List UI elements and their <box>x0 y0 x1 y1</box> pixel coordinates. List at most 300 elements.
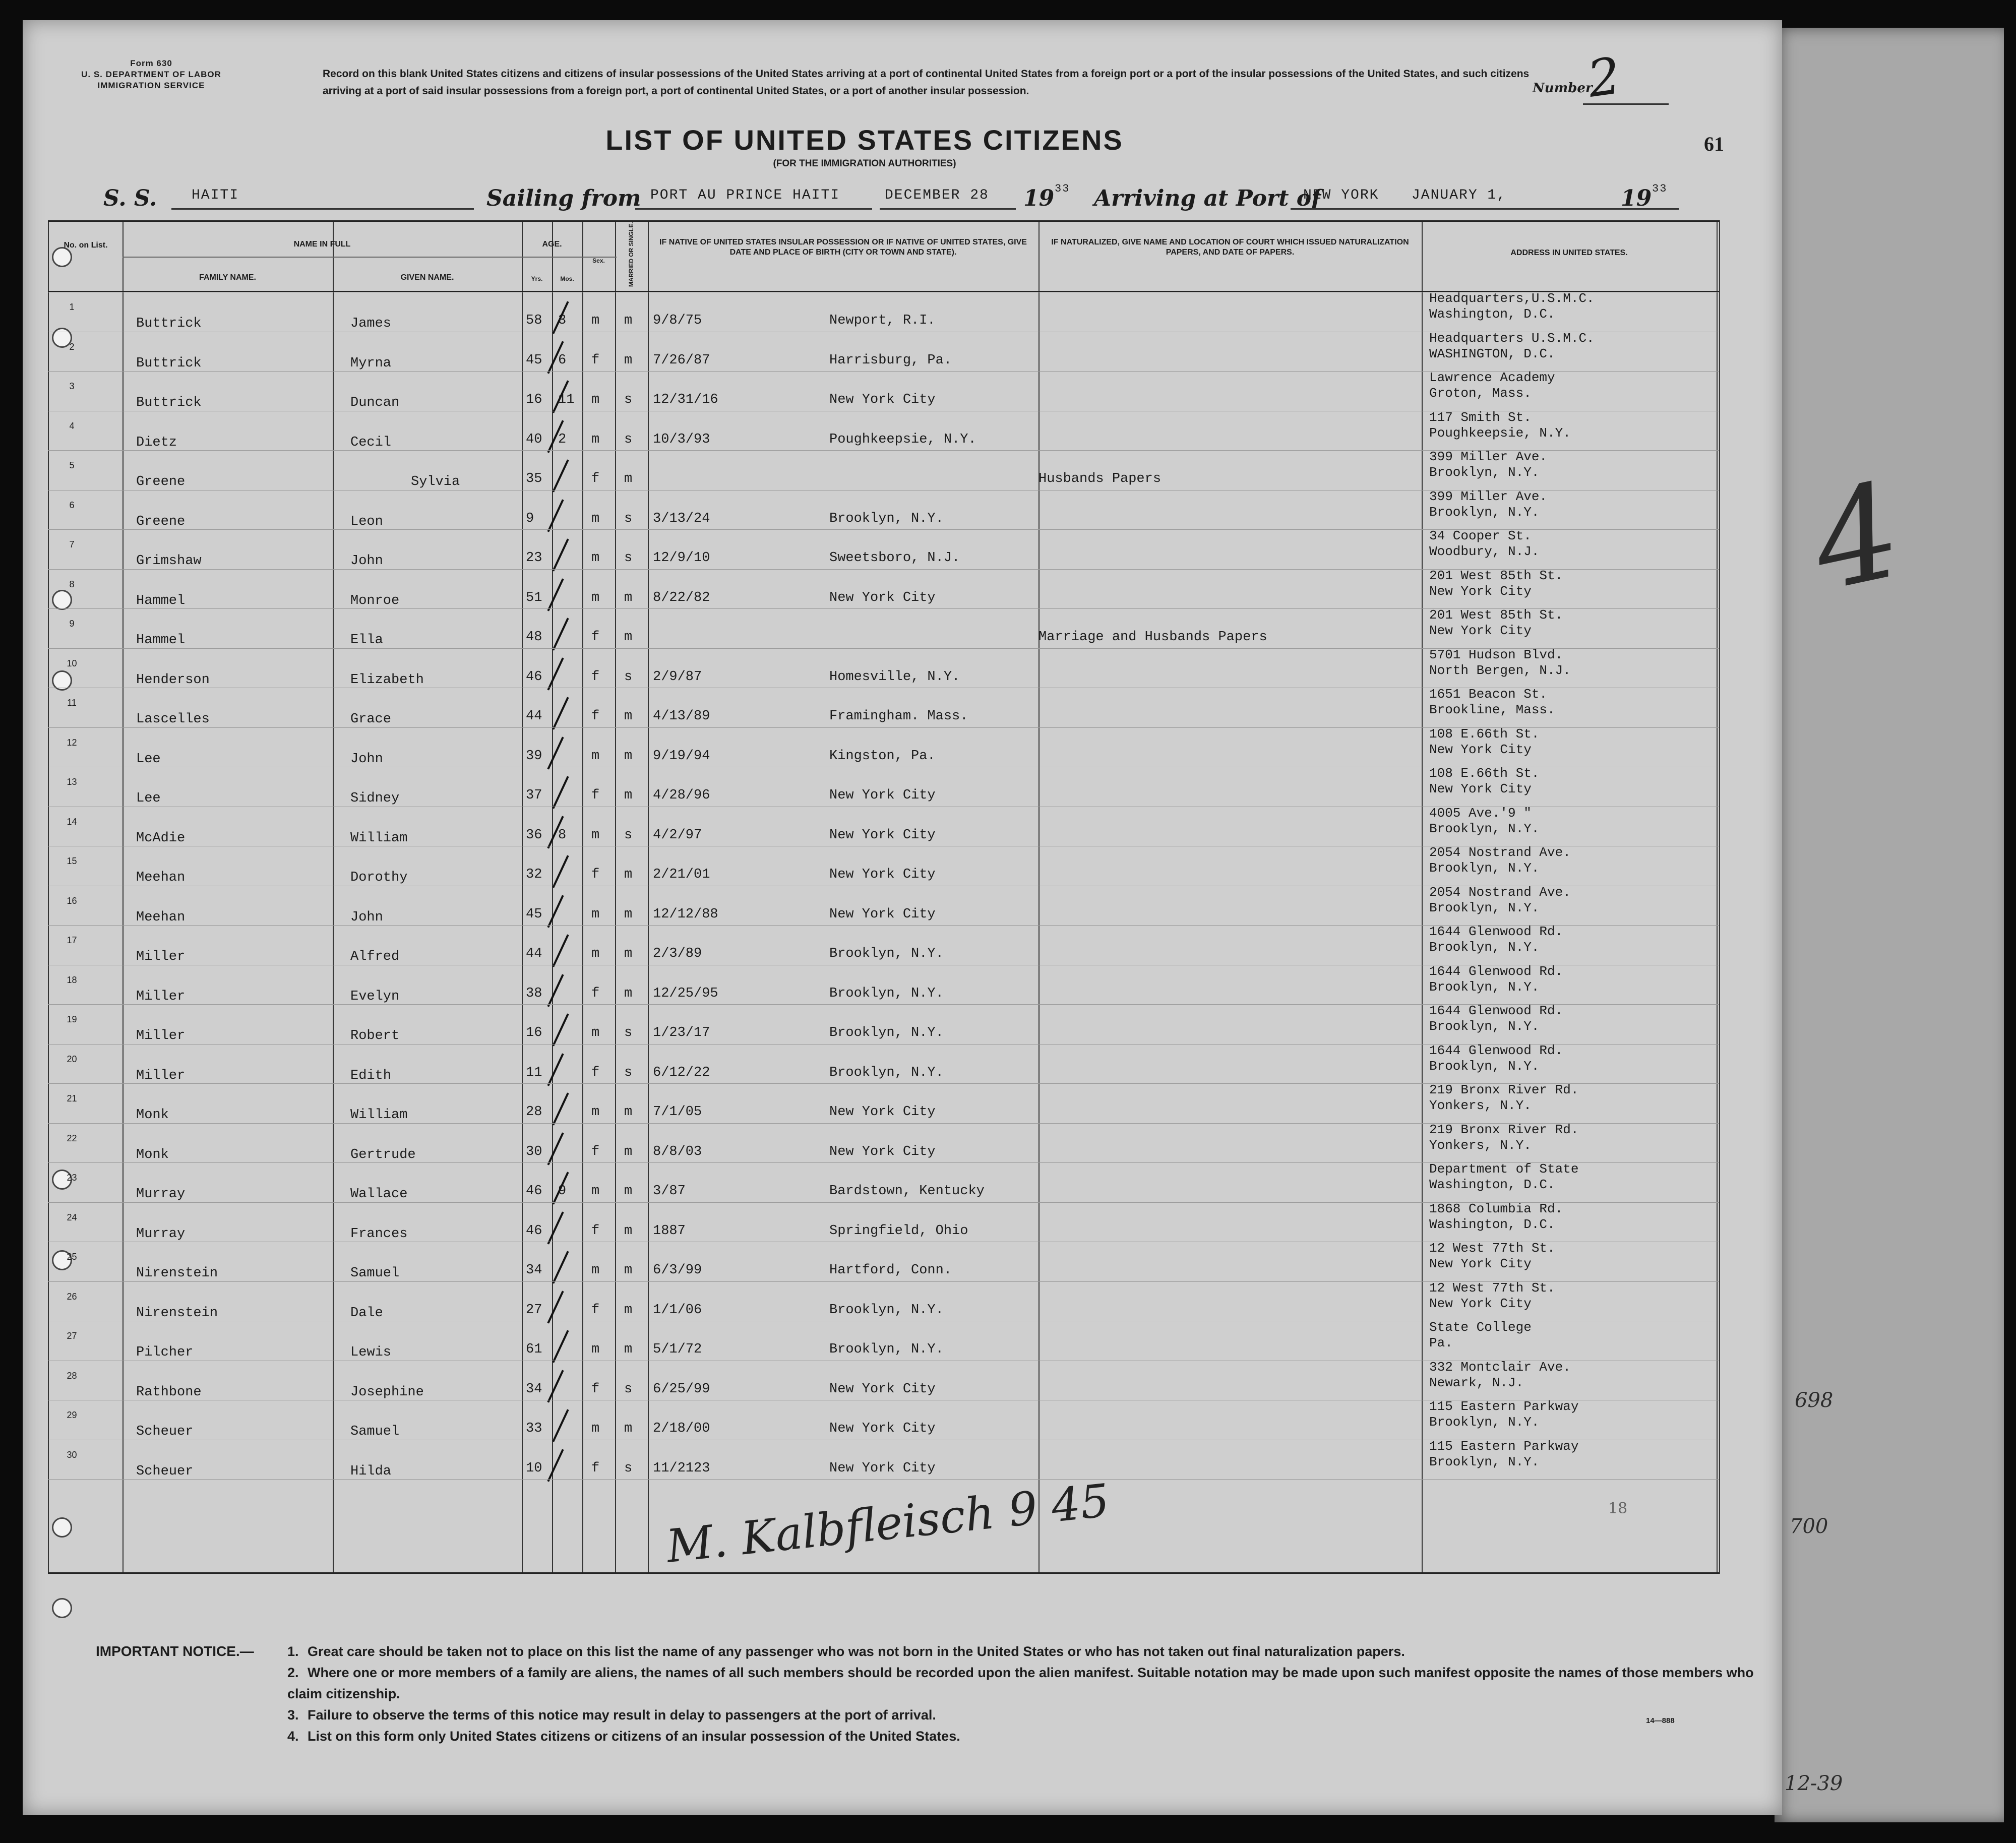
col-rule <box>582 220 583 1574</box>
col-rule <box>552 220 553 1574</box>
birth-place: New York City <box>829 1421 936 1436</box>
age-years: 27 <box>526 1302 542 1318</box>
marital-status: s <box>624 1381 633 1397</box>
birth-date: 1/23/17 <box>653 1025 710 1040</box>
arrival-date: JANUARY 1, <box>1412 188 1507 203</box>
birth-date: 5/1/72 <box>653 1342 702 1357</box>
address-line-2: New York City <box>1429 623 1532 638</box>
col-rule <box>1038 220 1040 1574</box>
given-name: John <box>350 909 383 925</box>
age-months: 8 <box>558 827 567 843</box>
arrival-year-underline <box>1608 208 1679 210</box>
table-bottom-rule <box>48 1572 1719 1574</box>
signature-time: 9 45 <box>1006 1474 1112 1538</box>
page-subtitle: (FOR THE IMMIGRATION AUTHORITIES) <box>773 158 956 169</box>
row-rule <box>48 648 1719 649</box>
sex: f <box>591 986 600 1001</box>
address-line-2: Yonkers, N.Y. <box>1429 1137 1532 1153</box>
birth-place: New York City <box>829 1144 936 1159</box>
birth-date: 12/25/95 <box>653 986 718 1001</box>
ship-underline <box>171 208 474 210</box>
family-name: Meehan <box>136 870 186 885</box>
notice-item-number: 3. <box>287 1707 299 1723</box>
sex: f <box>591 1223 600 1239</box>
family-name: Lascelles <box>136 712 210 727</box>
check-mark <box>547 1370 564 1402</box>
birth-date: 2/3/89 <box>653 946 702 961</box>
row-number: 27 <box>67 1331 77 1341</box>
given-name: Duncan <box>350 395 400 410</box>
marital-status: m <box>624 352 633 368</box>
check-mark <box>552 1013 569 1046</box>
sex: m <box>591 827 600 843</box>
birth-place: Brooklyn, N.Y. <box>829 946 944 961</box>
marital-status: m <box>624 1421 633 1436</box>
family-name: Lee <box>136 791 161 806</box>
birth-date: 12/12/88 <box>653 906 718 922</box>
underlying-page <box>1775 28 2004 1822</box>
sex: m <box>591 1104 600 1120</box>
age-years: 32 <box>526 867 542 882</box>
arrival-year-prefix: 19 <box>1621 186 1652 211</box>
address-line-2: Washington, D.C. <box>1429 1216 1555 1232</box>
marital-status: s <box>624 432 633 447</box>
sex: f <box>591 630 600 645</box>
age-years: 44 <box>526 709 542 724</box>
notice-item-text: Failure to observe the terms of this notice may result in delay to passengers at the port of arrival. <box>308 1707 936 1723</box>
birth-date: 7/1/05 <box>653 1104 702 1120</box>
sex: m <box>591 392 600 407</box>
row-number: 9 <box>69 619 75 629</box>
birth-date: 12/9/10 <box>653 550 710 566</box>
given-name: Elizabeth <box>350 672 424 688</box>
given-name: Dorothy <box>350 870 408 885</box>
notice-item <box>287 1641 1785 1662</box>
sex: m <box>591 1421 600 1436</box>
marital-status: s <box>624 550 633 566</box>
header-married-single: MARRIED OR SINGLE. <box>628 222 635 287</box>
family-name: Scheuer <box>136 1424 194 1439</box>
age-years: 40 <box>526 432 542 447</box>
address-line-2: Brooklyn, N.Y. <box>1429 821 1540 836</box>
given-name: Gertrude <box>350 1147 416 1162</box>
birth-date: 2/21/01 <box>653 867 710 882</box>
birth-place: Hartford, Conn. <box>829 1263 952 1278</box>
check-mark <box>552 618 569 650</box>
birth-place: Brooklyn, N.Y. <box>829 986 944 1001</box>
row-number: 7 <box>69 539 75 549</box>
address-line-1: 399 Miller Ave. <box>1429 488 1548 504</box>
header-months: Mos. <box>560 275 574 282</box>
age-years: 34 <box>526 1381 542 1397</box>
address-line-1: 219 Bronx River Rd. <box>1429 1122 1579 1137</box>
marital-status: m <box>624 906 633 922</box>
check-mark <box>552 855 569 888</box>
address-line-2: New York City <box>1429 781 1532 796</box>
notice-item-number: 1. <box>287 1644 299 1659</box>
birth-place: Brooklyn, N.Y. <box>829 1342 944 1357</box>
inspector-signature: M. Kalbfleisch 9 45 <box>663 1474 1112 1573</box>
row-rule <box>48 925 1719 926</box>
row-number: 16 <box>67 895 77 906</box>
address-line-1: 5701 Hudson Blvd. <box>1429 647 1563 662</box>
family-name: Buttrick <box>136 395 202 410</box>
check-mark <box>552 776 569 809</box>
header-divider <box>123 257 617 258</box>
sailing-label: Sailing from <box>486 186 641 211</box>
marital-status: m <box>624 1184 633 1199</box>
row-rule <box>48 1479 1719 1480</box>
age-years: 11 <box>526 1065 542 1080</box>
ss-label: S. S. <box>103 186 157 211</box>
sex: f <box>591 1144 600 1159</box>
row-number: 4 <box>69 420 75 431</box>
page-title: LIST OF UNITED STATES CITIZENS <box>605 124 1124 156</box>
given-name: Lewis <box>350 1345 392 1360</box>
check-mark <box>552 301 569 334</box>
marital-status: s <box>624 1460 633 1476</box>
row-number: 11 <box>67 698 77 708</box>
margin-note-700: 700 <box>1790 1515 1828 1538</box>
sex: f <box>591 867 600 882</box>
birth-date: 9/8/75 <box>653 313 702 328</box>
col-rule <box>1719 220 1720 1574</box>
birth-date: 4/2/97 <box>653 827 702 843</box>
family-name: Monk <box>136 1147 169 1162</box>
sex: m <box>591 946 600 961</box>
address-line-1: 12 West 77th St. <box>1429 1241 1555 1256</box>
sex: m <box>591 313 600 328</box>
address-line-2: Brooklyn, N.Y. <box>1429 900 1540 915</box>
birth-date: 6/12/22 <box>653 1065 710 1080</box>
age-years: 35 <box>526 471 542 486</box>
address-line-1: 115 Eastern Parkway <box>1429 1399 1579 1414</box>
address-line-1: 12 West 77th St. <box>1429 1280 1555 1296</box>
family-name: Henderson <box>136 672 210 688</box>
given-name: Dale <box>350 1305 383 1321</box>
birth-place: Sweetsboro, N.J. <box>829 550 960 566</box>
row-rule <box>48 1123 1719 1124</box>
marital-status: m <box>624 1263 633 1278</box>
row-number: 24 <box>67 1212 77 1222</box>
marital-status: s <box>624 669 633 685</box>
age-years: 16 <box>526 1025 542 1040</box>
col-rule <box>123 220 124 1574</box>
stamp-number: 18 <box>1608 1500 1628 1517</box>
birth-date: 2/18/00 <box>653 1421 710 1436</box>
address-line-2: Brooklyn, N.Y. <box>1429 1415 1540 1430</box>
row-rule <box>48 1162 1719 1163</box>
age-years: 51 <box>526 590 542 605</box>
col-rule <box>648 220 649 1574</box>
header-given-name: GIVEN NAME. <box>400 273 454 282</box>
row-number: 29 <box>67 1410 77 1420</box>
family-name: Buttrick <box>136 316 202 331</box>
check-mark <box>547 578 564 611</box>
row-number: 10 <box>67 658 77 668</box>
row-number: 12 <box>67 737 77 748</box>
marital-status: m <box>624 1144 633 1159</box>
row-number: 6 <box>69 500 75 510</box>
form-code: 14—888 <box>1646 1716 1675 1725</box>
row-number: 26 <box>67 1291 77 1302</box>
departure-year-prefix: 19 <box>1023 186 1055 211</box>
check-mark <box>547 499 564 532</box>
age-years: 16 <box>526 392 542 407</box>
given-name: William <box>350 1108 408 1123</box>
birth-date: 7/26/87 <box>653 352 710 368</box>
header-naturalized: IF NATURALIZED, GIVE NAME AND LOCATION OF COURT WHICH ISSUED NATURALIZATION PAPERS, AND DATE OF PAPERS. <box>1051 238 1409 257</box>
departure-date: DECEMBER 28 <box>885 188 989 203</box>
row-number: 5 <box>69 460 75 470</box>
given-name: Cecil <box>350 435 392 450</box>
address-line-2: Brookline, Mass. <box>1429 702 1555 717</box>
row-number: 17 <box>67 935 77 945</box>
address-line-1: Headquarters U.S.M.C. <box>1429 330 1595 346</box>
check-mark <box>547 1132 564 1165</box>
row-rule <box>48 1083 1719 1084</box>
given-name: William <box>350 830 408 846</box>
header-family-name: FAMILY NAME. <box>199 273 256 282</box>
address-line-1: 4005 Ave.'9 " <box>1429 805 1532 821</box>
age-years: 36 <box>526 827 542 843</box>
birth-date: 3/87 <box>653 1184 686 1199</box>
check-mark <box>552 1092 569 1125</box>
address-line-2: Brooklyn, N.Y. <box>1429 861 1540 876</box>
given-name: Samuel <box>350 1266 400 1281</box>
sex: m <box>591 432 600 447</box>
check-mark <box>547 657 564 690</box>
address-line-2: North Bergen, N.J. <box>1429 662 1571 678</box>
row-number: 19 <box>67 1014 77 1024</box>
family-name: Miller <box>136 1028 186 1043</box>
address-line-1: 399 Miller Ave. <box>1429 449 1548 464</box>
age-years: 10 <box>526 1460 542 1476</box>
age-years: 44 <box>526 946 542 961</box>
sex: m <box>591 590 600 605</box>
age-years: 46 <box>526 1223 542 1239</box>
sex: f <box>591 352 600 368</box>
address-line-1: 34 Cooper St. <box>1429 528 1532 543</box>
notice-item <box>287 1704 1785 1726</box>
check-mark <box>547 736 564 769</box>
birth-date: 8/8/03 <box>653 1144 702 1159</box>
marital-status: m <box>624 1223 633 1239</box>
header-address: ADDRESS IN UNITED STATES. <box>1510 249 1628 257</box>
sex: f <box>591 1381 600 1397</box>
address-line-1: 108 E.66th St. <box>1429 726 1540 742</box>
marital-status: s <box>624 1065 633 1080</box>
age-months: 9 <box>558 1184 567 1199</box>
birth-place: Poughkeepsie, N.Y. <box>829 432 976 447</box>
marital-status: s <box>624 511 633 526</box>
marital-status: m <box>624 313 633 328</box>
address-line-1: 201 West 85th St. <box>1429 568 1563 583</box>
address-line-1: 1868 Columbia Rd. <box>1429 1201 1563 1216</box>
table-top-rule <box>48 220 1719 222</box>
row-number: 22 <box>67 1133 77 1143</box>
address-line-2: WASHINGTON, D.C. <box>1429 346 1555 361</box>
marital-status: m <box>624 1302 633 1318</box>
address-line-2: Brooklyn, N.Y. <box>1429 504 1540 520</box>
punch-hole <box>52 1598 72 1618</box>
check-mark <box>547 974 564 1007</box>
birth-place: Brooklyn, N.Y. <box>829 511 944 526</box>
notice-item-text: Great care should be taken not to place on this list the name of any passenger who was not born in the United States or who has not taken out final naturalization papers. <box>308 1644 1405 1659</box>
birth-date: 11/2123 <box>653 1460 710 1476</box>
marital-status: m <box>624 590 633 605</box>
check-mark <box>552 1330 569 1363</box>
arrival-underline <box>1291 208 1608 210</box>
given-name: Alfred <box>350 949 400 964</box>
address-line-2: Woodbury, N.J. <box>1429 544 1540 559</box>
age-years: 61 <box>526 1342 542 1357</box>
age-years: 28 <box>526 1104 542 1120</box>
family-name: Greene <box>136 514 186 529</box>
row-number: 13 <box>67 777 77 787</box>
birth-date: 4/13/89 <box>653 709 710 724</box>
row-number: 28 <box>67 1370 77 1381</box>
row-rule <box>48 1044 1719 1045</box>
row-number: 2 <box>69 341 75 352</box>
given-name: Josephine <box>350 1384 424 1400</box>
age-years: 34 <box>526 1263 542 1278</box>
age-years: 58 <box>526 313 542 328</box>
sex: m <box>591 1342 600 1357</box>
sex: f <box>591 1460 600 1476</box>
notice-item <box>287 1726 1785 1747</box>
birth-date: 6/25/99 <box>653 1381 710 1397</box>
age-months: 6 <box>558 352 567 368</box>
marital-status: m <box>624 986 633 1001</box>
row-rule <box>48 450 1719 451</box>
row-number: 21 <box>67 1093 77 1103</box>
row-number: 30 <box>67 1449 77 1460</box>
sex: f <box>591 1302 600 1318</box>
departure-year-suffix: 33 <box>1055 182 1070 195</box>
col-rule <box>1422 220 1423 1574</box>
address-line-1: 1644 Glenwood Rd. <box>1429 1042 1563 1058</box>
notice-item-number: 2. <box>287 1665 299 1680</box>
check-mark <box>552 1251 569 1283</box>
address-line-1: 115 Eastern Parkway <box>1429 1438 1579 1454</box>
sex: m <box>591 550 600 566</box>
sex: f <box>591 1065 600 1080</box>
address-line-2: Washington, D.C. <box>1429 306 1555 322</box>
sex: m <box>591 1025 600 1040</box>
given-name: Sylvia <box>411 474 460 489</box>
address-line-1: State College <box>1429 1320 1532 1335</box>
service-name: IMMIGRATION SERVICE <box>97 81 205 90</box>
marital-status: m <box>624 630 633 645</box>
address-line-2: Brooklyn, N.Y. <box>1429 979 1540 995</box>
age-years: 39 <box>526 748 542 764</box>
family-name: Greene <box>136 474 186 489</box>
age-months: 11 <box>558 392 575 407</box>
birth-place: New York City <box>829 867 936 882</box>
department-name: U. S. DEPARTMENT OF LABOR <box>81 70 221 79</box>
list-number-label: Number <box>1533 81 1593 96</box>
birth-place: Harrisburg, Pa. <box>829 352 952 368</box>
family-name: Nirenstein <box>136 1266 218 1281</box>
family-name: Nirenstein <box>136 1305 218 1321</box>
check-mark <box>547 1291 564 1323</box>
col-rule <box>522 220 523 1574</box>
check-mark <box>547 1053 564 1086</box>
birth-place: Homesville, N.Y. <box>829 669 960 685</box>
birth-date: 9/19/94 <box>653 748 710 764</box>
address-line-2: New York City <box>1429 1296 1532 1311</box>
row-rule <box>48 569 1719 570</box>
age-months: 3 <box>558 313 567 328</box>
arrival-year-suffix: 33 <box>1652 182 1668 195</box>
family-name: Miller <box>136 1068 186 1083</box>
check-mark <box>552 697 569 729</box>
family-name: Meehan <box>136 909 186 925</box>
marital-status: m <box>624 471 633 486</box>
margin-note-698: 698 <box>1795 1389 1834 1412</box>
header-sex: Sex. <box>592 257 605 264</box>
marital-status: m <box>624 709 633 724</box>
address-line-1: 1644 Glenwood Rd. <box>1429 924 1563 939</box>
sex: m <box>591 1263 600 1278</box>
marital-status: m <box>624 867 633 882</box>
marital-status: s <box>624 392 633 407</box>
passenger-table <box>48 220 1722 1574</box>
family-name: Murray <box>136 1187 186 1202</box>
departure-date-underline <box>880 208 1016 210</box>
family-name: Miller <box>136 949 186 964</box>
check-mark <box>547 1449 564 1482</box>
notice-lead: IMPORTANT NOTICE.— <box>96 1643 254 1659</box>
address-line-2: Brooklyn, N.Y. <box>1429 1058 1540 1074</box>
address-line-2: Washington, D.C. <box>1429 1177 1555 1192</box>
check-mark <box>552 1409 569 1442</box>
marital-status: m <box>624 1342 633 1357</box>
row-rule <box>48 1004 1719 1005</box>
family-name: Lee <box>136 751 161 767</box>
birth-place: Newport, R.I. <box>829 313 936 328</box>
address-line-2: Brooklyn, N.Y. <box>1429 465 1540 480</box>
family-name: Hammel <box>136 593 186 608</box>
ship-name: HAITI <box>192 188 239 203</box>
given-name: John <box>350 554 383 569</box>
row-rule <box>48 727 1719 728</box>
check-mark <box>552 459 569 492</box>
address-line-1: 117 Smith St. <box>1429 409 1532 425</box>
address-line-2: Poughkeepsie, N.Y. <box>1429 425 1571 441</box>
birth-date: 1/1/06 <box>653 1302 702 1318</box>
address-line-2: Groton, Mass. <box>1429 386 1532 401</box>
address-line-2: Brooklyn, N.Y. <box>1429 1454 1540 1469</box>
birth-place: New York City <box>829 590 936 605</box>
age-years: 33 <box>526 1421 542 1436</box>
naturalization-papers: Husbands Papers <box>1038 471 1162 486</box>
address-line-1: 1651 Beacon St. <box>1429 687 1548 702</box>
marital-status: s <box>624 1025 633 1040</box>
address-line-1: 332 Montclair Ave. <box>1429 1359 1571 1375</box>
address-line-1: 201 West 85th St. <box>1429 607 1563 623</box>
row-number: 15 <box>67 856 77 866</box>
family-name: Grimshaw <box>136 554 202 569</box>
age-years: 23 <box>526 550 542 566</box>
birth-date: 10/3/93 <box>653 432 710 447</box>
birth-place: New York City <box>829 1460 936 1476</box>
col-rule <box>1717 220 1718 1574</box>
given-name: Robert <box>350 1028 400 1043</box>
sex: m <box>591 748 600 764</box>
arrival-port: NEW YORK <box>1303 188 1379 203</box>
